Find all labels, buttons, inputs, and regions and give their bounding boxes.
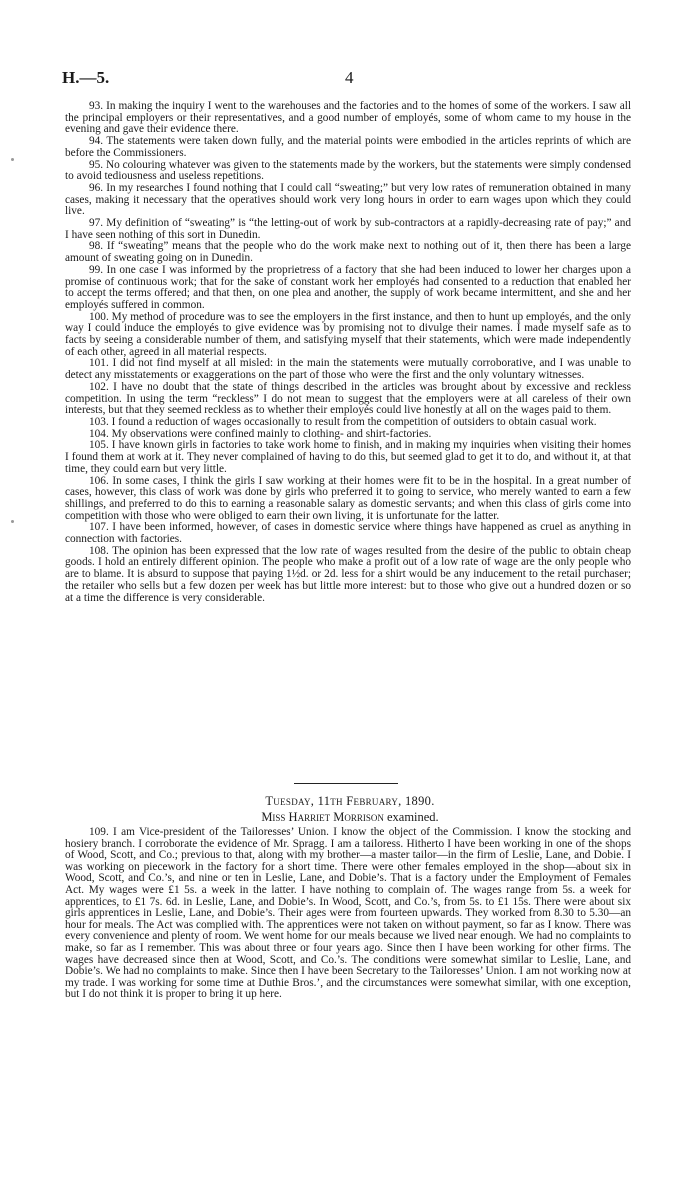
page-header: [62, 68, 634, 90]
paragraph-109: 109. I am Vice-president of the Tailoresses’ Union. I know the object of the Commission. I know the stocking and hosiery branch. I corroborate the evidence of Mr. Spragg. I am a tailoress. Hitherto I have been working in one of the shops of Wood, Scott, and Co.; previous to that, along with my brother—a master tailor—in the firm of Leslie, Lane, and Dobie. I was working on piecework in the factory for a short time. There were other females employed in the shop—about six in Wood, Scott, and Co.’s, and nine or ten in Leslie, Lane, and Dobie’s. That is a factory under the Employment of Females Act. My wages were £1 5s. a week in the latter. I have nothing to complain of. The wages range from 5s. a week for apprentices, to £1 7s. 6d. in Leslie, Lane, and Dobie’s. In Wood, Scott, and Co.’s, from 5s. to £1 15s. There were about six girls apprentices in Leslie, Lane, and Dobie’s. Their ages were from fourteen upwards. They worked from 8.30 to 5.30—an hour for meals. The Act was complied with. The apprentices were not taken on without payment, so far as I know. There was every convenience and plenty of room. We went home for our meals because we lived near enough. We had no complaints to make, so far as I remember. This was about three or four years ago. Since then I have been working for other firms. The wages have decreased since then at Wood, Scott, and Co.’s. The conditions were somewhat similar to Leslie, Lane, and Dobie’s. We had no complaints to make. Since then I have been Secretary to the Tailoresses’ Union. I am not working now at my trade. I was working for some time at Duthie Bros.’, and the circumstances were somewhat similar, with one exception, but I do not think it is proper to bring it up here.: [65, 826, 631, 1001]
margin-mark: [11, 158, 14, 161]
document-reference: H.—5.: [62, 68, 110, 87]
paragraph-105: 105. I have known girls in factories to take work home to finish, and in making my inquiries when visiting their homes I found them at work at it. They never complained of having to do this, but seemed glad to get it to do, and without it, at that time, they could earn but very little.: [65, 439, 631, 475]
paragraph-97: 97. My definition of “sweating” is “the letting-out of work by sub-contractors at a rapidly-decreasing rate of pay;” and I have seen nothing of this sort in Dunedin.: [65, 217, 631, 241]
session-date: Tuesday, 11th February, 1890.: [265, 794, 435, 808]
paragraph-103: 103. I found a reduction of wages occasionally to result from the competition of outsiders to obtain casual work.: [89, 415, 597, 428]
paragraph-94: 94. The statements were taken down fully, and the material points were embodied in the articles reprints of which are before the Commissioners.: [65, 135, 631, 159]
witness-name: Miss Harriet Morrison: [261, 810, 384, 824]
evidence-paragraphs: [65, 101, 631, 604]
paragraph-101: 101. I did not find myself at all misled: in the main the statements were mutually corroborative, and I was unable to detect any misstatements or exaggerations on the part of those who were the first and the only voluntary witnesses.: [65, 357, 631, 382]
margin-mark: [11, 520, 14, 523]
paragraph-95: 95. No colouring whatever was given to the statements made by the workers, but the statements were simply condensed to avoid tediousness and useless repetitions.: [65, 158, 631, 183]
paragraph-100: 100. My method of procedure was to see the employers in the first instance, and then to hunt up employés, and the only way I could induce the employés to give evidence was by promising not to divulge their names. I made myself safe as to facts by seeing a considerable number of them, and satisfying myself that their statements, which were made independently of each other, agreed in all material respects.: [65, 310, 631, 358]
paragraph-108: 108. The opinion has been expressed that the low rate of wages resulted from the desire of the public to obtain cheap goods. I hold an entirely different opinion. The people who make a profit out of a low rate of wage are the only people who are to blame. It is absurd to suppose that paying 1½d. or 2d. less for a shirt would be any inducement to the retail purchaser; the retailer who sells but a few dozen per week has but little more interest: but to those who give out a hundred dozen or so at a time the difference is very considerable.: [65, 544, 631, 604]
witness-examined: examined.: [383, 810, 439, 824]
paragraph-104: 104. My observations were confined mainly to clothing- and shirt-factories.: [89, 427, 432, 440]
paragraph-99: 99. In one case I was informed by the proprietress of a factory that she had been induced to lower her charges upon a promise of continuous work; that for the sake of constant work her employés had consented to a reduction that enabled her to accept the terms offered; and that then, on one plea and another, the supply of work became intermittent, and she and her employés suffered in common.: [65, 263, 631, 311]
paragraph-102: 102. I have no doubt that the state of things described in the articles was brought about by excessive and reckless competition. In using the term “reckless” I do not mean to suggest that the employers were at all careless of their own interests, but that they seemed reckless as to whether their employés could live honestly at all on the wages paid to them.: [65, 380, 631, 417]
paragraph-107: 107. I have been informed, however, of cases in domestic service where things have happened as cruel as anything in connection with factories.: [65, 521, 631, 546]
paragraph-93: 93. In making the inquiry I went to the warehouses and the factories and to the homes of some of the workers. I saw all the principal employers or their representatives, and a good number of employés, some of whom came to my house in the evening and gave their evidence there.: [65, 100, 631, 136]
witness-line: [0, 810, 700, 825]
witness-evidence: [65, 827, 631, 1001]
paragraph-96: 96. In my researches I found nothing that I could call “sweating;” but very low rates of remuneration obtained in many cases, making it necessary that the operatives should work very long hours in order to earn wages upon which they could live.: [65, 181, 631, 218]
paragraph-106: 106. In some cases, I think the girls I saw working at their homes were fit to be in the hospital. In a great number of cases, however, this class of work was done by girls who preferred it to going to service, who merely wanted to earn a few shillings, and preferred to do this to earning a reasonable salary as domestic servants; and when this class of girls come into competition with those who were obliged to earn their own living, it is unfortunate for the latter.: [65, 474, 631, 522]
page-number: 4: [345, 68, 354, 87]
paragraph-98: 98. If “sweating” means that the people who do the work make next to nothing out of it, then there has been a large amount of sweating going on in Dunedin.: [65, 240, 631, 265]
section-divider: [294, 783, 398, 784]
